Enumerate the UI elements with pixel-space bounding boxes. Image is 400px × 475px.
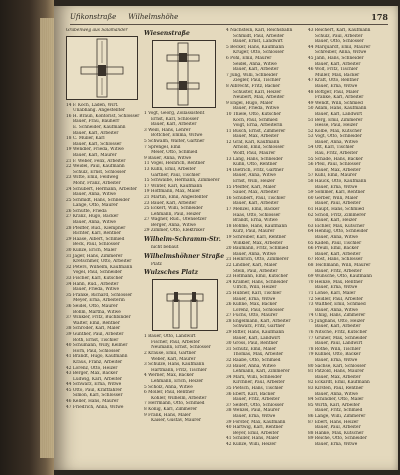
- address-entry: Meyer, Erna, Arbeiterin: [73, 298, 125, 304]
- address-entry: 81 Pätzold, Hans, Maurer: [308, 369, 364, 375]
- address-entry: 66 Preuß, Emil, Bäcker: [308, 246, 359, 252]
- address-entry: Bauer, Karl, Arbeiter: [233, 201, 279, 207]
- address-entry: 30 Kunze, Erich, Maler: [66, 248, 117, 254]
- address-entry: 44 Marquardt, Emil, Maurer: [308, 44, 371, 50]
- street-map-1: [66, 36, 138, 100]
- address-entry: Ernst, Willi, Heizer: [233, 179, 275, 185]
- address-entry: Lehmann, Paul, Heizer: [151, 211, 201, 217]
- address-entry: Bauer, Erna, Witwe: [315, 83, 358, 89]
- address-entry: Meier, Otto, Schmied: [151, 150, 198, 156]
- address-entry: Bauer, Erna, Witwe: [315, 358, 358, 364]
- address-entry: Seidel, Anna, Witwe: [233, 61, 277, 67]
- address-entry: 21 F. Weber, Felix, Arbeiter: [66, 158, 126, 164]
- address-entry: 22 Lindner, Karl, Maler: [226, 262, 278, 268]
- address-entry: 32 Raabe, Otto, Schmied: [226, 358, 281, 364]
- address-entry: Neubert, Max, Arbeiter: [233, 95, 285, 101]
- address-entry: Richter, Karl, Rentner: [73, 231, 121, 237]
- address-entry: 23 Hofmann, Emil, Kutscher: [226, 274, 288, 280]
- address-entry: Ernst, Karl, Schlosser: [151, 116, 199, 122]
- address-entry: 17 Menzel, Emil, Bäcker: [226, 207, 280, 212]
- page-header: [70, 10, 388, 24]
- address-entry: 87 Ebert, Hans, Heizer: [308, 419, 359, 425]
- address-entry: Bauer, Karl, Landwirt: [315, 111, 363, 117]
- address-entry: Bauer, Erna, Witwe: [315, 441, 358, 447]
- address-entry: Bauer, Anna, Witwe: [315, 234, 358, 240]
- address-entry: Lange, Otto, Maurer: [73, 203, 118, 209]
- address-entry: 3 Weiß, Hans, Lehrer: [144, 127, 191, 133]
- address-entry: 1 Vogt, Georg, Zollassistent: [144, 111, 205, 116]
- header-rule: [70, 24, 388, 25]
- address-entry: Bauer, Frau, Bauherr: [73, 119, 120, 125]
- address-entry: 29 Zimmer, Otto, Elektriker: [144, 228, 205, 234]
- address-entry: 31 Jäger, Hans, Zimmerer: [66, 253, 123, 259]
- address-entry: 79 Kühnel, Otto, Bäcker: [308, 352, 361, 358]
- address-entry: 12 Graf, Karl, Kaufmann: [226, 139, 280, 145]
- address-entry: Weber, Karl, Maurer: [151, 356, 196, 362]
- address-entry: 39 Förster, Max, Kaufmann: [226, 419, 286, 425]
- address-entry: 14 F. Koch, Laden, Wirt.: [66, 102, 119, 108]
- address-entry: 68 Teichmann, Willi, Maurer: [308, 262, 371, 268]
- address-entry: Fischer, Paul, Arbeiter: [151, 339, 200, 345]
- address-entry: Schuster, Karl, Heizer: [233, 89, 282, 95]
- section-note-wilhelmshoehner: Platz: [151, 261, 162, 267]
- address-entry: 89 Reiche, Otto, Schneider: [308, 436, 367, 442]
- address-entry: Schulz, Ernst, Schlosser: [73, 169, 126, 175]
- address-entry: Köhler, Wilhelm, Arbeiter: [151, 395, 207, 401]
- address-entry: 46 Keller, Hans, Maurer: [66, 399, 119, 405]
- address-entry: 7 Sprengel, Emil: [144, 144, 181, 150]
- address-entry: Bauer, Anna, Witwe: [73, 220, 116, 226]
- section-heading-wiesenstrasse: Wiesenstraße: [144, 30, 190, 37]
- address-entry: 39 Günther, Paul, Arbeiter: [66, 331, 124, 337]
- address-entry: 64 Hennig, Otto, Schneider: [308, 229, 368, 235]
- address-entry: 9 Engel, Hugo, Maler: [226, 100, 273, 106]
- address-entry: 86 Lange, Willi, Zimmerer: [308, 413, 366, 419]
- address-entry: 28 Pfeiffer, Rud., Klempner: [66, 225, 126, 231]
- address-entry: Kirchner, Paul, Arbeiter: [233, 380, 285, 386]
- address-entry: 9 Bauer, Anna, Witwe: [144, 155, 192, 161]
- address-entry: 4 Nachstein, Karl, Reichsbahn: [226, 28, 293, 33]
- address-entry: 47 Friedrich, Anna, Witwe: [66, 404, 124, 410]
- address-entry: Bauer, Anna, Witwe: [315, 307, 358, 313]
- address-entry: 21 Martin, Emil, Angestellter: [144, 194, 208, 200]
- address-entry: 76 Nitsche, Fritz, Kutscher: [308, 330, 368, 336]
- address-entry: Bauer, Paul, Landwirt: [315, 341, 363, 347]
- address-entry: Kurz, Paul, Maurer: [233, 229, 275, 235]
- address-entry: 56 Pfeil, Paul, Schlosser: [308, 162, 361, 168]
- address-entry: Bauer, Anna, Witwe: [315, 139, 358, 145]
- address-entry: 72 Seidler, Paul, Arbeiter: [308, 296, 363, 302]
- section-note-schramm: nicht bebaut: [151, 245, 179, 251]
- address-entry: Bauer, Erna, Witwe: [233, 296, 276, 302]
- address-entry: Haas, Otto, Schlosser: [233, 212, 281, 218]
- address-entry: 6 Pohl, Emil, Maurer: [226, 55, 272, 61]
- address-entry: Bauer, Anna, Witwe: [73, 192, 116, 198]
- column-1: [66, 28, 140, 410]
- address-entry: 69 Wünsche, Otto, Kaufmann: [308, 274, 372, 280]
- address-entry: 34 Marx, Willi, Schneider: [226, 374, 282, 380]
- address-entry: 30 Gross, Paul, Rentner: [226, 341, 278, 347]
- address-entry: 20 Baumann, Fritz, Schmied: [226, 246, 289, 252]
- address-entry: 34 Hahn, Rud., Arbeiter: [66, 281, 119, 287]
- address-entry: Lorenz, Paul, Schlosser: [233, 307, 285, 313]
- address-entry: 37 Winkler, Fritz, Buchbinder: [66, 315, 131, 321]
- address-entry: Rau, Fritz, Arbeiter: [315, 151, 358, 157]
- address-entry: 58 Hauck, Otto, Kaufmann: [308, 179, 367, 185]
- address-entry: 27 Kranz, Hugo, Bäcker: [66, 214, 119, 220]
- address-entry: 70 Heinze, Max, Rentner: [308, 279, 363, 285]
- address-entry: 16 H. Braun, Kontorist, Schlosser: [66, 113, 140, 119]
- address-entry: Bauer, Fritz, Schmied: [315, 408, 363, 414]
- address-entry: Krüger, Otto, Schlosser: [233, 50, 285, 56]
- page-number: 178: [371, 12, 388, 22]
- address-entry: 43 Reichert, Karl, Kaufmann: [308, 28, 371, 33]
- section-heading-wilhelmshoehner: Wilhelmshöhner Straße: [144, 252, 225, 260]
- address-entry: Beck, Paul, Schlosser: [73, 242, 120, 248]
- address-entry: Neumann, Ernst, Schlosser: [151, 345, 211, 351]
- address-entry: 13 Lang, Hans, Schneider: [226, 156, 283, 162]
- address-entry: Bauer, Karl, Arbeiter: [151, 122, 197, 128]
- address-entry: Mohr, Franz, Arbeiter: [73, 180, 121, 186]
- column-2: [144, 28, 225, 424]
- address-entry: 48 Böttger, Paul, Maler: [308, 89, 359, 95]
- address-entry: 88 Hanke, Max, Kutscher: [308, 430, 364, 436]
- address-entry: Koch, Paul, Schmied: [233, 117, 278, 123]
- address-entry: Sauer, Max, Arbeiter: [233, 190, 279, 196]
- address-entry: Hesse, Paul, Heizer: [315, 123, 358, 129]
- address-entry: Lehmann, Erich, Heizer: [151, 379, 204, 384]
- address-entry: 67 Rost, Hans, Schlosser: [308, 257, 363, 263]
- address-entry: 26 Schütte, Frieda: [66, 208, 107, 214]
- address-entry: Bauer, Anna, Witwe: [315, 391, 358, 397]
- address-entry: 43 Berger, Max, Bäcker: [66, 371, 118, 377]
- address-entry: Bauer, Max, Arbeiter: [233, 134, 279, 140]
- address-entry: 9 Frank, Hans, Maler: [144, 412, 191, 418]
- address-entry: 46 Wolf, Fritz, Tischler: [308, 67, 358, 73]
- street-map-3: [152, 279, 218, 331]
- address-entry: Müller, Max, Bäcker: [315, 72, 360, 78]
- address-entry: 18 Böhme, Hans, Kaufmann: [226, 223, 288, 229]
- address-entry: 23 Bauer, Karl, Arbeiter: [144, 200, 197, 206]
- address-entry: Bauer, Anna, Witwe: [233, 251, 276, 257]
- address-entry: 3 Schulze, Hans, Kaufmann: [144, 362, 205, 368]
- address-entry: Bauer, Karl, Arbeiter: [73, 130, 119, 136]
- address-entry: 7 Jung, Willi, Schneider: [226, 72, 278, 78]
- address-entry: 5 Scholz, Anna, Witwe: [144, 384, 193, 390]
- address-entry: 61 Haupt, Hans, Schmied: [308, 207, 364, 212]
- address-entry: 82 Eckardt, Emil, Kaufmann: [308, 380, 370, 386]
- crossroads-diagram-1: [67, 37, 137, 99]
- address-entry: 32 Peters, Wilhelm, Kaufmann: [66, 264, 133, 270]
- address-entry: Bauer, Erna, Witwe: [315, 184, 358, 190]
- address-entry: 27 Fuchs, Otto, Maurer: [226, 313, 278, 319]
- address-entry: 78 Rothe, Willi, Tischler: [308, 346, 361, 352]
- address-entry: Bauer, Karl, Landwirt: [233, 335, 281, 341]
- address-entry: 37 Seifert, Otto, Schlosser: [226, 402, 284, 408]
- address-entry: 33 Fischer, Karl, Kutscher: [66, 276, 123, 281]
- book-page: [54, 6, 398, 470]
- address-list-3: [226, 28, 304, 448]
- address-entry: 44 Schwarz, Erna, Witwe: [66, 382, 122, 388]
- address-list-4: [308, 28, 390, 448]
- address-entry: 33 Bauer, Anna, Witwe: [226, 363, 276, 369]
- address-entry: Böttcher, Emma, Witwe: [151, 133, 203, 139]
- address-entry: Bauer, Paul, Arbeiter: [315, 425, 361, 431]
- address-entry: 54 Ott, Karl, Tischler: [308, 145, 355, 151]
- address-entry: 65 Kaden, Paul, Tischler: [308, 240, 362, 246]
- address-entry: Vogel, Paul, Schneider: [73, 270, 122, 276]
- address-entry: 74 Uhlig, Hans, Zimmerer: [308, 313, 366, 319]
- address-entry: Winkler, Max, Arbeiter: [233, 240, 283, 246]
- section-heading-wulzsches: Wulzsches Platz: [144, 269, 199, 277]
- address-entry: 25 Hübner, Karl, Tischler: [226, 290, 282, 296]
- address-entry: 25 Schmidt, Hans, Schneider: [66, 197, 130, 203]
- address-entry: 60 Gerber, Willi, Maler: [308, 195, 358, 201]
- address-entry: 17 Winter, Karl, Kaufmann: [144, 183, 203, 189]
- address-entry: Thomas, Max, Arbeiter: [233, 352, 284, 358]
- address-entry: 49 Wendt, Willi, Schmied: [308, 100, 363, 106]
- address-entry: 14 Dietrich, Fritz, Gärtner: [226, 167, 284, 173]
- address-entry: Bauer, Otto, Schlosser: [315, 39, 364, 45]
- address-entry: 13 Kühn, Emil, Arbeiter: [144, 166, 196, 172]
- address-entry: 10 Thiele, Otto, Kutscher: [226, 111, 281, 117]
- address-entry: 11 Busch, Ernst, Zimmerer: [226, 128, 286, 134]
- address-entry: 6 Möller, Paul, Rentner: [144, 390, 195, 396]
- address-entry: Roth, Ernst, Tischler: [73, 337, 119, 343]
- address-list-1: [66, 103, 140, 411]
- address-entry: 2 Krause, Emil, Gärtner: [144, 351, 197, 357]
- address-entry: 52 Kolbe, Max, Kutscher: [308, 128, 362, 134]
- address-entry: Bauer, Frieda, Witwe: [233, 106, 280, 112]
- address-entry: E. Schneider, Kaufmann: [73, 124, 126, 130]
- address-entry: Kaiser, Gustav, Maurer: [151, 418, 201, 424]
- address-entry: 27 Wagner, Rud., Ofensetzer: [144, 217, 207, 223]
- address-entry: Beyer, Emil, Arbeiter: [233, 430, 279, 436]
- crossroads-diagram-3: [153, 280, 217, 330]
- address-entry: 42 Lorenz, Otto, Heizer: [66, 365, 118, 371]
- address-entry: 53 Vogt, Otto, Schneider: [308, 134, 362, 140]
- crossroads-diagram-2: [153, 41, 215, 107]
- address-entry: 77 Gruner, Max, Schneider: [308, 335, 367, 341]
- address-entry: Brandt, Erna, Witwe: [233, 218, 278, 224]
- address-entry: 11 Vogel, Heinrich, Rentner: [144, 161, 205, 167]
- address-entry: 31 Schütz, Emil, Maler: [226, 346, 277, 352]
- address-entry: 24 Krämer, Hans, Schneider: [226, 279, 288, 285]
- address-entry: 35 Pietsch, Hans, Tischler: [226, 386, 284, 391]
- address-entry: Bauer, Fritz, Arbeiter: [315, 268, 362, 274]
- address-entry: 75 Junghans, Otto, Heizer: [308, 318, 365, 324]
- address-entry: 26 Kühne, Max, Bäcker: [226, 302, 277, 308]
- address-entry: Bauer, Paul, Arbeiter: [315, 201, 361, 207]
- address-entry: Schreiber, Anna, Witwe: [315, 50, 367, 56]
- address-entry: Bauer, Karl, Heizer: [315, 218, 357, 224]
- address-entry: 38 Wenzel, Paul, Maurer: [226, 408, 280, 414]
- address-entry: Walter, Emil, Rentner: [73, 320, 120, 326]
- address-entry: Berger, Anna, Witwe: [151, 222, 196, 228]
- address-entry: Ulrich, Willi, Heizer: [233, 285, 277, 291]
- address-entry: 19 Hoffmann, Max, Maler: [144, 189, 201, 195]
- address-entry: 5 Becker, Hans, Kaufmann: [226, 44, 284, 50]
- street-map-2: [152, 40, 216, 108]
- address-entry: 23 Witte, Emil, Feldweg: [66, 175, 119, 181]
- address-entry: Bauer, Karl, Arbeiter: [315, 61, 361, 67]
- address-entry: 50 Adam, Hans, Kaufmann: [308, 106, 367, 112]
- address-entry: Bauer, Frieda, Witwe: [73, 287, 120, 293]
- address-entry: Schwarz, Fritz, Gärtner: [233, 324, 285, 330]
- address-entry: Unabhäng. Angestellter: [73, 108, 125, 114]
- address-list-2b: [144, 334, 222, 424]
- address-entry: 15 Schwalbe, Hermann, Zimmerer: [144, 178, 220, 184]
- address-entry: 62 Scholl, Fritz, Zimmerer: [308, 212, 366, 218]
- address-entry: Franke, Karl, Arbeiter: [315, 95, 364, 101]
- address-entry: Gärtner, Paul, Tischler: [151, 172, 201, 178]
- header-district: Wilhelmshöhe: [128, 13, 179, 21]
- address-entry: 57 Kühl, Emil, Maurer: [308, 173, 357, 179]
- address-entry: 36 Ebert, Karl, Bäcker: [226, 391, 276, 397]
- address-entry: 41 Schiller, Hans, Maler: [226, 436, 279, 442]
- address-entry: Lehmann, Karl, Zimmerer: [233, 369, 290, 375]
- address-entry: Bauer, Karl, Arbeiter: [315, 324, 361, 330]
- address-entry: Bauer, Karl, Maurer: [73, 152, 117, 158]
- address-entry: Bauer, Erna, Witwe: [315, 285, 358, 291]
- address-entry: Bauer, Fritz, Arbeiter: [233, 397, 280, 403]
- address-entry: Bauer, Max, Arbeiter: [315, 374, 361, 380]
- address-entry: Horn, Paul, Schlosser: [73, 348, 121, 354]
- address-entry: 73 Walther, Emil, Schmied: [308, 302, 366, 308]
- address-entry: 36 Seidel, Otto, Maurer: [66, 303, 118, 309]
- column-4: [308, 28, 390, 448]
- address-entry: 25 Eckert, Willi, Schneider: [144, 206, 203, 212]
- address-entry: Schulz, Paul, Arbeiter: [315, 33, 363, 39]
- address-entry: 80 Sachse, Karl, Schlosser: [308, 363, 367, 369]
- address-entry: Bauer, Karl, Schlosser: [73, 141, 122, 147]
- address-entry: Kraus, Franz, Arbeiter: [73, 359, 123, 365]
- address-entry: Bauer, Erna, Witwe: [233, 413, 276, 419]
- address-entry: 8 Albrecht, Fritz, Bäcker: [226, 83, 281, 89]
- address-entry: 55 Schade, Hans, Bäcker: [308, 156, 363, 162]
- address-entry: 24 Schubert, Hermann, Arbeiter: [66, 186, 137, 192]
- address-entry: 40 Hartwig, Karl, Rentner: [226, 425, 284, 431]
- address-entry: Simon, Karl, Schlosser: [73, 393, 123, 399]
- address-entry: Bauer, Ernst, Landwirt: [233, 39, 283, 45]
- address-entry: Bauer, Karl, Arbeiter: [233, 67, 279, 73]
- street-label: Grabenweg aus Salamander: [66, 28, 128, 33]
- address-entry: 84 Schindler, Otto, Maler: [308, 397, 364, 403]
- address-entry: 29 Haase, Albert, Schmied: [66, 236, 125, 242]
- address-entry: 35 Franke, Richard, Schlosser: [66, 292, 133, 298]
- address-entry: Voigt, Erna, Arbeiterin: [233, 123, 283, 129]
- address-entry: 8 König, Karl, Zimmerer: [144, 406, 198, 412]
- address-entry: Arnold, Emil, Schlosser: [233, 145, 285, 151]
- address-entry: 7 Herrmann, Otto, Schmied: [144, 401, 205, 407]
- address-entry: 16 Schubert, Paul, Tischler: [226, 195, 286, 201]
- address-entry: Kuhn, Otto, Rentner: [233, 162, 278, 168]
- address-entry: Wolff, Paul, Maurer: [233, 151, 276, 157]
- address-entry: 22 Weidel, Paul, Kaufmann: [66, 164, 125, 170]
- address-entry: 59 Sommer, Karl, Rentner: [308, 190, 365, 196]
- address-entry: 63 Eichler, Max, Kutscher: [308, 223, 365, 229]
- address-entry: 28 Engelmann, Karl, Arbeiter: [226, 318, 291, 324]
- address-entry: Bauer, Karl, Arbeiter: [315, 251, 361, 257]
- address-entry: 15 Pfeiffer, Karl, Maler: [226, 184, 277, 190]
- address-entry: 41 Brandt, Hugo, Kaufmann: [66, 354, 128, 360]
- address-entry: 47 Kraft, Otto, Rentner: [308, 78, 359, 84]
- address-entry: 45 Otto, Paul, Kraftfahrer: [66, 387, 122, 393]
- address-entry: Ziegler, Paul, Tischler: [233, 78, 281, 84]
- address-entry: 19 Wendler, Frieda, Witwe: [66, 147, 124, 153]
- address-entry: 42 Kunze, Willi, Heizer: [226, 441, 277, 447]
- address-entry: Kretschmer, Otto, Arbeiter: [73, 259, 132, 265]
- address-entry: 38 Schröder, Karl, Maler: [66, 326, 121, 332]
- address-entry: 18 C. Müller, Karl: [66, 136, 105, 142]
- address-entry: Bauer, Anna, Witwe: [233, 173, 276, 179]
- address-entry: Stein, Paul, Arbeiter: [233, 268, 278, 274]
- address-entry: 71 Lohse, Karl, Maler: [308, 290, 356, 296]
- address-entry: Schmidt, Paul, Arbeiter: [233, 33, 285, 39]
- address-entry: 21 Heinrich, Otto, Zimmerer: [226, 257, 289, 263]
- address-entry: 40 Schumann, Willy, Kellner: [66, 343, 128, 349]
- address-entry: 1 Bauer, Otto, Landwirt: [144, 334, 196, 340]
- address-entry: Böhm, Martha, Witwe: [73, 309, 121, 315]
- address-list-2a: [144, 111, 222, 234]
- section-heading-schramm: Wilhelm-Schramm-Str.: [144, 236, 221, 244]
- address-entry: 85 Wirth, Karl, Arbeiter: [308, 402, 360, 408]
- address-entry: Bauer, Max, Arbeiter: [315, 167, 361, 173]
- address-entry: 83 Kirsten, Paul, Rentner: [308, 386, 364, 391]
- address-entry: 4 Werner, Max, Bäcker: [144, 373, 194, 379]
- address-entry: 19 Schreiber, Karl, Rentner: [226, 234, 287, 240]
- address-entry: 5 Schwalm, Walter, Gärtner: [144, 138, 205, 144]
- column-3: [226, 28, 304, 448]
- address-entry: 51 Berg, Emil, Zimmerer: [308, 117, 363, 123]
- address-entry: 45 Jahn, Hans, Schneider: [308, 55, 364, 61]
- address-entry: Ludwig, Karl, Arbeiter: [73, 376, 122, 382]
- header-street: Ufikonstraße: [70, 13, 117, 21]
- address-entry: 29 Ritter, Hans, Kaufmann: [226, 330, 285, 336]
- address-entry: Hartmann, Fritz, Tischler: [151, 367, 207, 373]
